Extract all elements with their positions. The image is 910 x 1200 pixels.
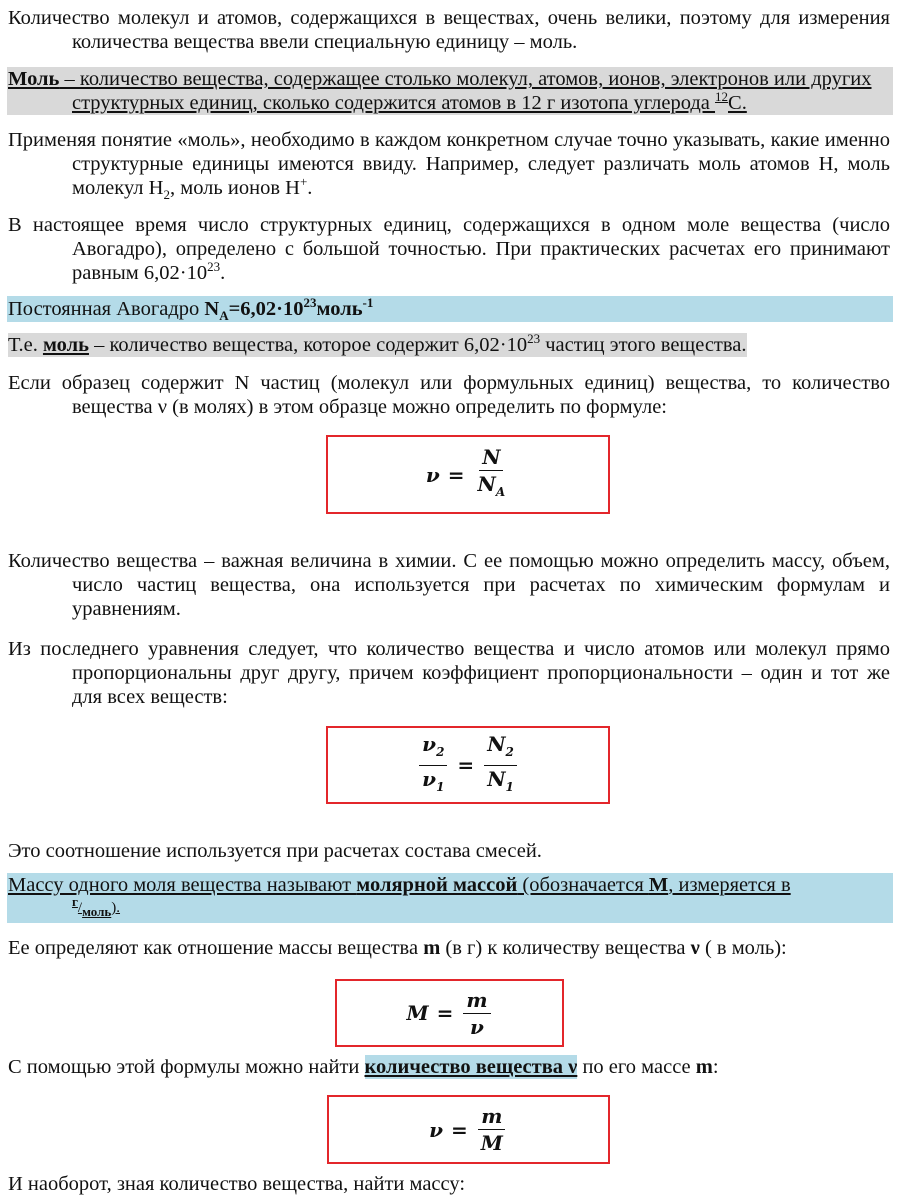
formula-ratio: $\frac{\nu_2}{\nu_1}$ = $\frac{N_2}{N_1}$	[326, 726, 610, 804]
formula-nu-m-M: ν = $\frac{m}{M}$	[327, 1095, 610, 1164]
paragraph-importance: Количество вещества – важная величина в химии. С ее помощью можно определить массу, объем, число частиц вещества, она используется при расчетах по химическим формулам и уравнениям.	[8, 550, 890, 620]
paragraph-find-mass: И наоборот, зная количество вещества, найти массу:	[8, 1173, 466, 1195]
paragraph-structural-units: Применяя понятие «моль», необходимо в каждом конкретном случае точно указывать, какие именно структурные единицы имеются ввиду. Например, следует различать моль атомов Н, моль молекул $Н_2$, моль ионов Н+.	[8, 129, 890, 203]
term-molar-mass: молярной массой	[356, 874, 518, 896]
paragraph-intro: Количество молекул и атомов, содержащихся в веществах, очень велики, поэтому для измерения количества вещества ввели специальную единицу – моль.	[8, 7, 890, 53]
formula-M-m-nu: M = $\frac{m}{\nu}$	[335, 979, 564, 1047]
term-mol: Моль	[8, 68, 60, 90]
molar-mass-definition: Массу одного моля вещества называют молярной массой (обозначается М, измеряется в $^г/_{моль}$).	[7, 873, 893, 923]
paragraph-formula-intro: Если образец содержит N частиц (молекул или формульных единиц) вещества, то количество вещества ν (в молях) в этом образце можно определить по формуле:	[8, 372, 890, 418]
term-amount-of-substance: количество вещества ν	[364, 1056, 578, 1078]
paragraph-molar-mass-formula: Ее определяют как отношение массы вещества m (в г) к количеству вещества ν ( в моль):	[8, 937, 787, 959]
paragraph-proportional: Из последнего уравнения следует, что количество вещества и число атомов или молекул прямо пропорциональны друг другу, причем коэффициент пропорциональности – один и тот же для всех веществ:	[8, 638, 890, 708]
paragraph-avogadro-number: В настоящее время число структурных единиц, содержащихся в одном моле вещества (число Авогадро), определено с большой точностью. При практических расчетах его принимают равным $6,02\cdot 10^{23}$.	[8, 214, 890, 284]
te-line: Т.е. моль – количество вещества, которое содержит $6,02\cdot 10^{23}$ частиц этого вещества.	[8, 331, 747, 356]
paragraph-find-amount: С помощью этой формулы можно найти количество вещества ν по его массе m:	[8, 1056, 719, 1078]
avogadro-constant: Постоянная Авогадро $N_A=6,02\cdot 10^{23}моль^{-1}$	[7, 296, 893, 322]
formula-nu-N-NA: ν = $\frac{N}{N_A}$	[326, 435, 610, 514]
paragraph-mixtures: Это соотношение используется при расчетах состава смесей.	[8, 840, 542, 862]
definition-mol: Моль – количество вещества, содержащее столько молекул, атомов, ионов, электронов или других структурных единиц, сколько содержится атомов в 12 г изотопа углерода $^{12}$C.	[7, 67, 893, 115]
